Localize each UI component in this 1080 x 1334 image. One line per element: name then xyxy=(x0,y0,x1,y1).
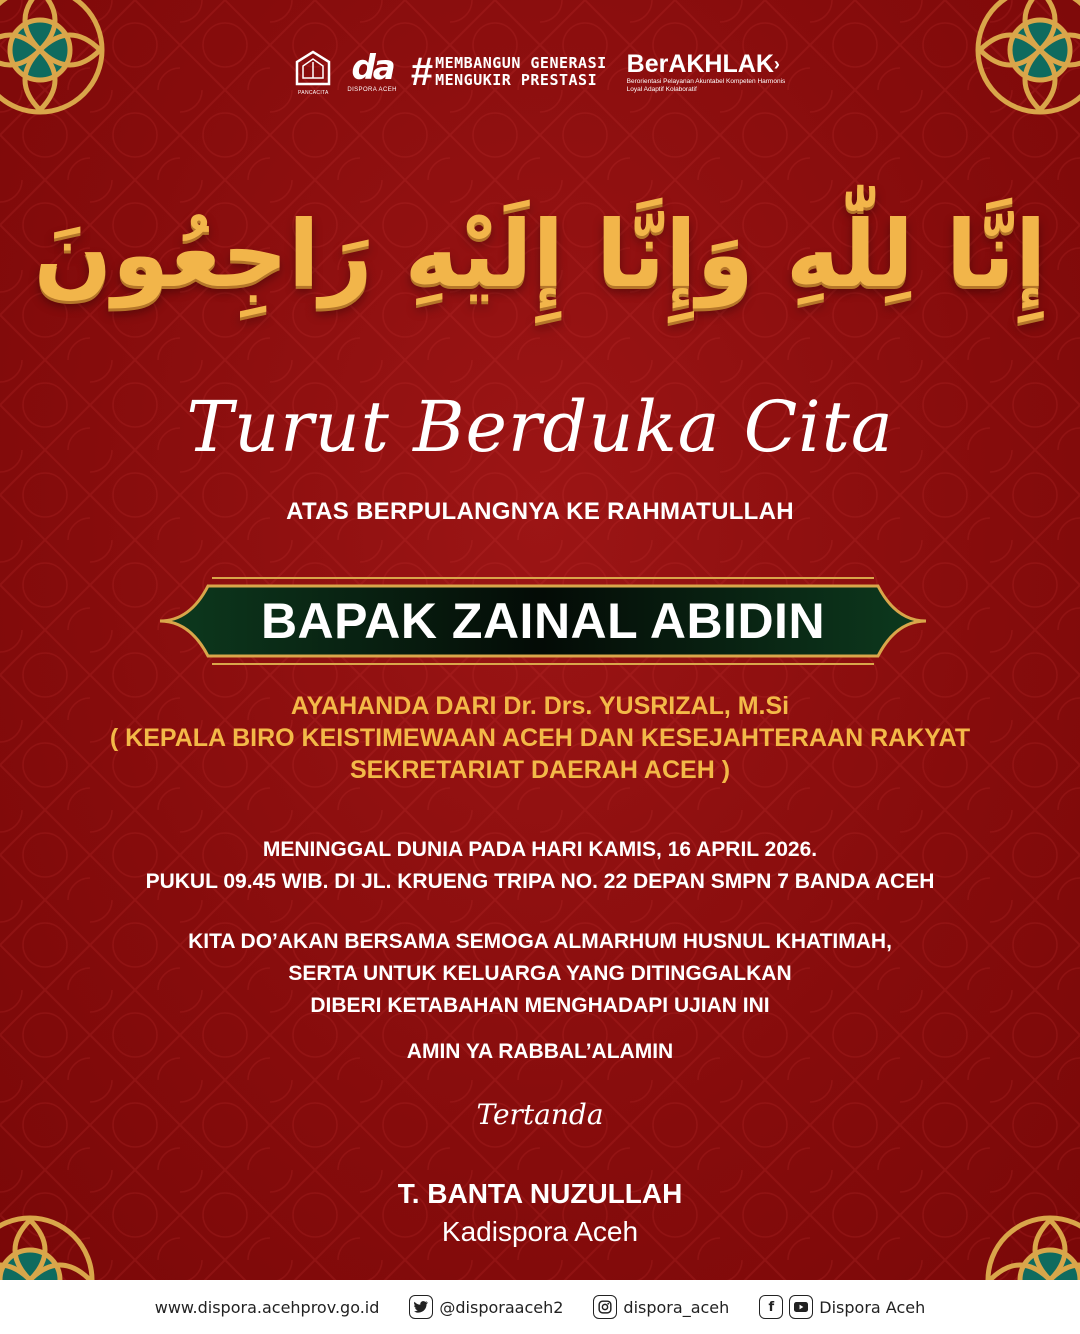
pancacita-logo xyxy=(293,48,333,96)
website-text: www.dispora.acehprov.go.id xyxy=(154,1297,380,1317)
twitter-icon xyxy=(409,1295,433,1319)
info-line-2: PUKUL 09.45 WIB. DI JL. KRUENG TRIPA NO. 22 DEPAN SMPN 7 BANDA ACEH xyxy=(145,870,935,893)
deceased-name: BAPAK ZAINAL ABIDIN xyxy=(260,593,826,649)
facebook-icon: f xyxy=(759,1295,783,1319)
logo-bar xyxy=(0,42,1080,102)
prayer-line-3: DIBERI KETABAHAN MENGHADAPI UJIAN INI xyxy=(310,994,770,1017)
signature-label: Tertanda xyxy=(476,1098,604,1131)
prayer-line-2: SERTA UNTUK KELUARGA YANG DITINGGALKAN xyxy=(288,962,792,985)
twitter-handle: @disporaaceh2 xyxy=(439,1297,564,1317)
prayer-block xyxy=(0,926,1080,1022)
hashtag-logo xyxy=(411,52,607,92)
relation-line-3: SEKRETARIAT DAERAH ACEH ) xyxy=(349,756,731,784)
berakhlak-title: BerAKHLAK xyxy=(626,50,774,78)
instagram-link[interactable] xyxy=(593,1295,729,1319)
dispora-mark: da xyxy=(351,48,393,88)
website-link[interactable] xyxy=(155,1298,380,1317)
signer-name: T. BANTA NUZULLAH xyxy=(397,1178,683,1209)
relation-line-2: ( KEPALA BIRO KEISTIMEWAAN ACEH DAN KESEJAHTERAAN RAKYAT xyxy=(109,724,971,752)
hashtag-line-2: MENGUKIR PRESTASI xyxy=(435,71,598,89)
name-banner xyxy=(160,572,926,670)
dispora-caption: DISPORA ACEH xyxy=(347,87,397,93)
twitter-link[interactable] xyxy=(409,1295,563,1319)
berakhlak-logo xyxy=(627,50,787,94)
arabic-calligraphy: إِنَّا لِلّٰهِ وَإِنَّا إِلَيْهِ رَاجِعُونَ xyxy=(33,201,1047,308)
subtitle: ATAS BERPULANGNYA KE RAHMATULLAH xyxy=(286,498,794,525)
prayer-line-1: KITA DO’AKAN BERSAMA SEMOGA ALMARHUM HUSNUL KHATIMAH, xyxy=(188,930,892,953)
relation-line-1: AYAHANDA DARI Dr. Drs. YUSRIZAL, M.Si xyxy=(290,692,790,720)
facebook-youtube-link[interactable] xyxy=(759,1295,925,1319)
aceh-emblem-icon xyxy=(293,48,333,88)
script-title: Turut Berduka Cita xyxy=(186,386,894,468)
pancacita-caption: PANCACITA xyxy=(298,90,329,96)
berakhlak-subtitle: Berorientasi Pelayanan Akuntabel Kompeten Harmonis Loyal Adaptif Kolaboratif xyxy=(626,78,786,93)
amin-text: AMIN YA RABBAL’ALAMIN xyxy=(406,1040,674,1063)
relation-block xyxy=(0,690,1080,786)
footer-bar xyxy=(0,1280,1080,1334)
hashtag-symbol: # xyxy=(410,50,434,94)
instagram-handle: dispora_aceh xyxy=(623,1297,730,1317)
youtube-icon xyxy=(789,1295,813,1319)
instagram-icon xyxy=(593,1295,617,1319)
chevron-icon: › xyxy=(773,54,780,74)
facebook-youtube-name: Dispora Aceh xyxy=(819,1297,926,1317)
signer-role: Kadispora Aceh xyxy=(441,1216,639,1247)
hashtag-line-1: MEMBANGUN GENERASI xyxy=(435,54,607,72)
death-info xyxy=(0,834,1080,898)
info-line-1: MENINGGAL DUNIA PADA HARI KAMIS, 16 APRIL 2026. xyxy=(262,838,818,861)
dispora-logo xyxy=(347,48,397,93)
